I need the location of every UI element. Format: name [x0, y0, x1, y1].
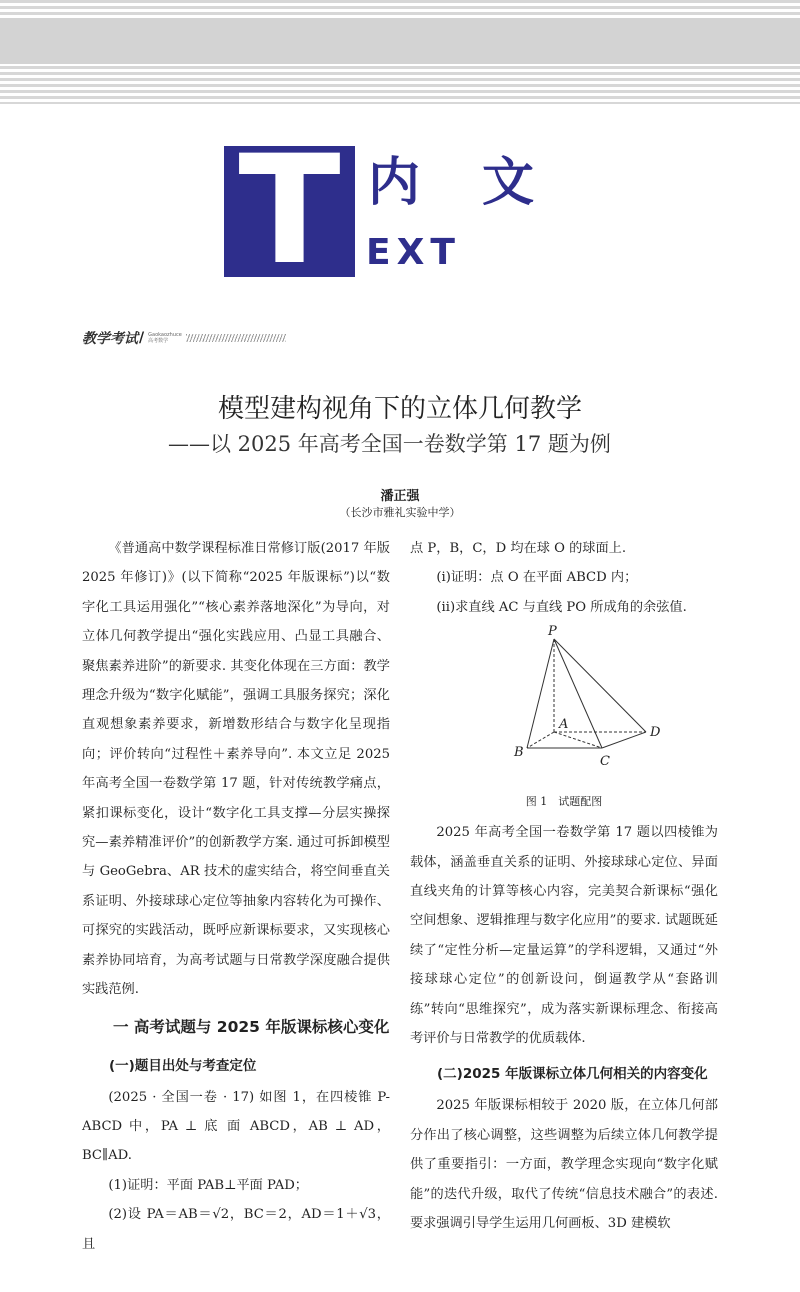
pyramid-diagram	[464, 622, 664, 784]
label-B: B	[514, 745, 524, 761]
right-column	[410, 534, 718, 1239]
section-sub-1: Gaokaozhuce	[148, 332, 182, 338]
section-tag-slash: /	[139, 330, 145, 346]
section-tag-sub	[148, 332, 182, 344]
article-title: 模型建构视角下的立体几何教学	[217, 394, 582, 424]
label-C: C	[600, 754, 610, 770]
problem-sub-ii: (ⅱ)求直线 AC 与直线 PO 所成角的余弦值.	[436, 599, 687, 615]
edge-PB	[527, 639, 554, 748]
intro-paragraph: 《普通高中数学课程标准日常修订版(2017 年版 2025 年修订)》(以下简称“2025 年版课标”)以“数字化工具运用强化”“核心素养落地深化”为导向，对立体几何教学提出“强化实践应用、凸显工具融合、聚焦素养进阶”的新要求. 其变化体现在三方面：教学理念升级为“数字化赋能”，强调工具服务探究；深化直观想象素养要求，新增数形结合与数字化呈现指向；评价转向“过程性＋素养导向”. 本文立足 2025 年高考全国一卷数学第 17 题，针对传统教学痛点，紧扣课标变化，设计“数字化工具支撑—分层实操探究—素养精准评价”的创新教学方案. 通过可拆卸模型与 GeoGebra、AR 技术的虚实结合，将空间垂直关系证明、外接球球心定位等抽象内容转化为可操作、可探究的实践活动，既呼应新课标要求，又实现核心素养协同培育，为高考试题与日常教学深度融合提供实践范例.	[82, 541, 390, 998]
label-P: P	[548, 624, 557, 640]
problem-part-1: (1)证明：平面 PAB⊥平面 PAD；	[108, 1177, 308, 1193]
problem-sub-i: (ⅰ)证明：点 O 在平面 ABCD 内；	[436, 570, 638, 586]
section-sub-2: 高考数学	[148, 338, 169, 344]
problem-statement: (2025 · 全国一卷 · 17) 如图 1，在四棱锥 P-ABCD 中，PA ⊥ 底 面 ABCD，AB ⊥ AD，BC∥AD.	[82, 1089, 390, 1164]
header-band	[0, 0, 800, 104]
logo-word: 内文	[368, 153, 597, 213]
logo-ext: EXT	[366, 232, 461, 273]
header-band-solid	[0, 18, 800, 64]
article-author: 潘正强	[380, 489, 420, 504]
section-tag-lines	[186, 334, 286, 342]
subsection-heading-2: (二)2025 年版课标立体几何相关的内容变化	[437, 1066, 708, 1083]
logo-block	[224, 124, 355, 298]
edge-AC-hidden	[554, 732, 602, 748]
figure-caption: 图 1 试题配图	[525, 795, 603, 809]
label-D: D	[650, 725, 661, 741]
section-tag	[82, 328, 286, 348]
label-A: A	[559, 717, 569, 733]
analysis-paragraph: 2025 年高考全国一卷数学第 17 题以四棱锥为载体，涵盖垂直关系的证明、外接球球心定位、异面直线夹角的计算等核心内容，完美契合新课标“强化空间想象、逻辑推理与数字化应用”的要求. 试题既延续了“定性分析—定量运算”的学科逻辑，又通过“外接球球心定位”的创新设问，倒逼教学从“套路训练”转向“思维探究”，成为落实新课标理念、衔接高考评价与日常教学的优质载体.	[410, 825, 718, 1047]
left-column	[82, 534, 390, 1259]
problem-continuation: 点 P，B，C，D 均在球 O 的球面上.	[410, 541, 627, 556]
article-subtitle: ——以 2025 年高考全国一卷数学第 17 题为例	[168, 432, 611, 456]
subsection-heading-1: (一)题目出处与考查定位	[109, 1057, 257, 1074]
pyramid-figure	[410, 622, 718, 792]
section-heading-1: 一 高考试题与 2025 年版课标核心变化	[113, 1017, 390, 1036]
problem-part-2: (2)设 PA＝AB＝√2，BC＝2，AD＝1＋√3，且	[82, 1207, 390, 1252]
edge-AB-hidden	[527, 732, 554, 748]
section-tag-text: 教学考试	[82, 331, 138, 347]
curriculum-paragraph: 2025 年版课标相较于 2020 版，在立体几何部分作出了核心调整，这些调整为后续立体几何教学提供了重要指引：一方面，教学理念实现向“数字化赋能”的迭代升级，取代了传统“信息技术融合”的表述. 要求强调引导学生运用几何画板、3D 建模软	[410, 1098, 718, 1232]
article-affiliation: （长沙市雅礼实验中学）	[339, 506, 461, 519]
edge-CD	[602, 732, 646, 748]
logo-letter: T	[238, 124, 341, 298]
